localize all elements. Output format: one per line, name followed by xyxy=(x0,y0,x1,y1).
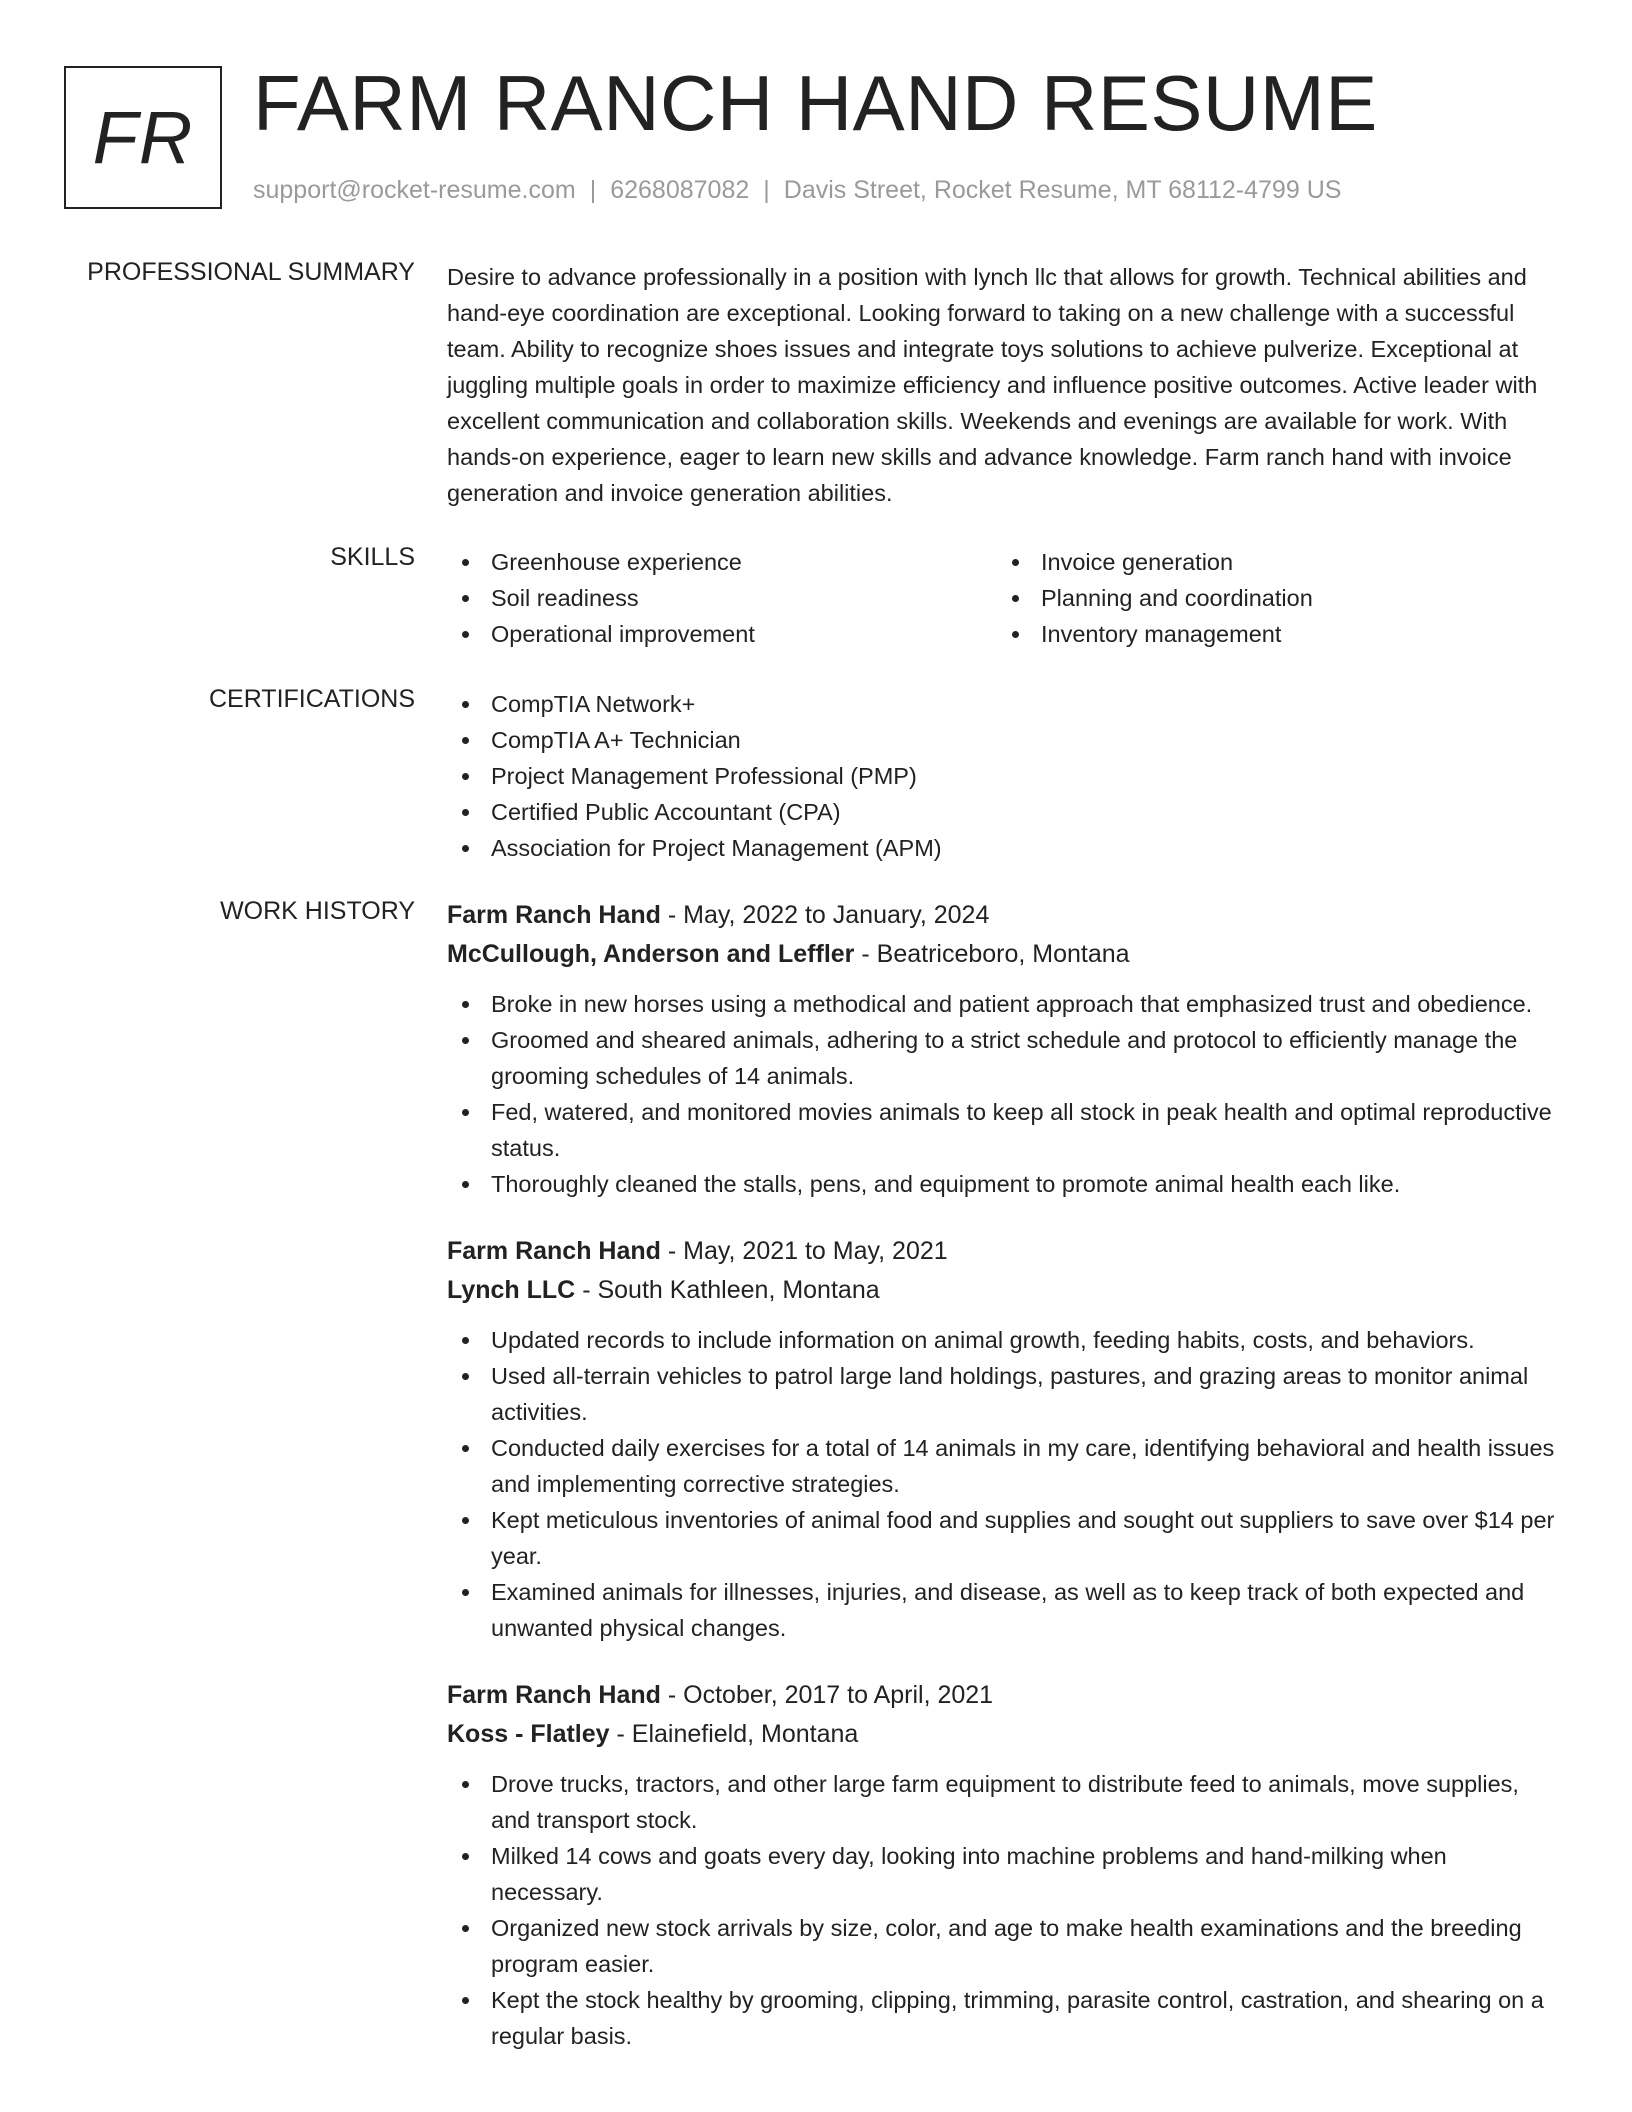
skills-list-col2 xyxy=(997,544,1547,652)
job-duty: Organized new stock arrivals by size, color, and age to make health examinations and the breeding program easier. xyxy=(447,1910,1562,1982)
job-duties-list xyxy=(447,1766,1562,2054)
job-duties-list xyxy=(447,1322,1562,1646)
skill-item: Planning and coordination xyxy=(997,580,1547,616)
job-duty: Conducted daily exercises for a total of 14 animals in my care, identifying behavioral and health issues and implementing corrective strategies. xyxy=(447,1430,1562,1502)
certifications-label: CERTIFICATIONS xyxy=(208,685,415,713)
resume-title: FARM RANCH HAND RESUME xyxy=(253,59,1378,147)
job-entry xyxy=(447,1676,1562,2054)
job-company-line xyxy=(447,1271,1562,1310)
skills-label: SKILLS xyxy=(330,543,415,571)
job-dates: - October, 2017 to April, 2021 xyxy=(660,1681,994,1709)
job-duty: Examined animals for illnesses, injuries, and disease, as well as to keep track of both expected and unwanted physical changes. xyxy=(447,1574,1562,1646)
job-title: Farm Ranch Hand xyxy=(447,1237,661,1265)
job-location: - Beatriceboro, Montana xyxy=(854,940,1130,968)
certification-item: CompTIA A+ Technician xyxy=(447,722,1562,758)
job-title-line xyxy=(447,1232,1562,1271)
job-title-line xyxy=(447,1676,1562,1715)
job-company: McCullough, Anderson and Leffler xyxy=(447,940,855,968)
skill-item: Greenhouse experience xyxy=(447,544,997,580)
certification-item: Association for Project Management (APM) xyxy=(447,830,1562,866)
job-duty: Drove trucks, tractors, and other large farm equipment to distribute feed to animals, move supplies, and transport stock. xyxy=(447,1766,1562,1838)
job-duty: Broke in new horses using a methodical and patient approach that emphasized trust and obedience. xyxy=(447,986,1562,1022)
contact-email: support@rocket-resume.com xyxy=(253,176,576,204)
job-duty: Used all-terrain vehicles to patrol large land holdings, pastures, and grazing areas to monitor animal activities. xyxy=(447,1358,1562,1430)
skill-item: Operational improvement xyxy=(447,616,997,652)
job-duties-list xyxy=(447,986,1562,1202)
job-duty: Milked 14 cows and goats every day, looking into machine problems and hand-milking when necessary. xyxy=(447,1838,1562,1910)
job-company-line xyxy=(447,935,1562,974)
monogram-box xyxy=(64,66,222,209)
job-duty: Fed, watered, and monitored movies animals to keep all stock in peak health and optimal reproductive status. xyxy=(447,1094,1562,1166)
job-company-line xyxy=(447,1715,1562,1754)
job-company: Koss - Flatley xyxy=(447,1720,610,1748)
skills-list-col1 xyxy=(447,544,997,652)
job-title: Farm Ranch Hand xyxy=(447,901,661,929)
skill-item: Inventory management xyxy=(997,616,1547,652)
job-dates: - May, 2021 to May, 2021 xyxy=(660,1237,948,1265)
certification-item: Project Management Professional (PMP) xyxy=(447,758,1562,794)
skill-item: Invoice generation xyxy=(997,544,1547,580)
job-dates: - May, 2022 to January, 2024 xyxy=(660,901,990,929)
job-location: - Elainefield, Montana xyxy=(609,1720,859,1748)
certification-item: CompTIA Network+ xyxy=(447,686,1562,722)
summary-label: PROFESSIONAL SUMMARY xyxy=(87,258,415,286)
job-title: Farm Ranch Hand xyxy=(447,1681,661,1709)
certifications-list xyxy=(447,686,1562,866)
contact-separator: | xyxy=(589,176,597,204)
skill-item: Soil readiness xyxy=(447,580,997,616)
job-duty: Kept the stock healthy by grooming, clipping, trimming, parasite control, castration, and shearing on a regular basis. xyxy=(447,1982,1562,2054)
job-duty: Updated records to include information on animal growth, feeding habits, costs, and behaviors. xyxy=(447,1322,1562,1358)
job-duty: Thoroughly cleaned the stalls, pens, and equipment to promote animal health each like. xyxy=(447,1166,1562,1202)
monogram-initials: FR xyxy=(92,96,194,179)
contact-separator: | xyxy=(763,176,770,204)
job-entry xyxy=(447,896,1562,1202)
job-entry xyxy=(447,1232,1562,1646)
job-duty: Kept meticulous inventories of animal food and supplies and sought out suppliers to save over $14 per year. xyxy=(447,1502,1562,1574)
job-location: - South Kathleen, Montana xyxy=(575,1276,880,1304)
contact-address: Davis Street, Rocket Resume, MT 68112-4799 US xyxy=(783,176,1342,204)
certification-item: Certified Public Accountant (CPA) xyxy=(447,794,1562,830)
job-duty: Groomed and sheared animals, adhering to a strict schedule and protocol to efficiently manage the grooming schedules of 14 animals. xyxy=(447,1022,1562,1094)
job-title-line xyxy=(447,896,1562,935)
work-history-label: WORK HISTORY xyxy=(220,897,415,925)
skills-columns xyxy=(447,544,1562,652)
job-company: Lynch LLC xyxy=(447,1276,576,1304)
summary-text: Desire to advance professionally in a position with lynch llc that allows for growth. Technical abilities and hand-eye coordination are exceptional. Looking forward to taking on a new challenge with a successful team. Ability to recognize shoes issues and integrate toys solutions to achieve pulverize. Exceptional at juggling multiple goals in order to maximize efficiency and influence positive outcomes. Active leader with excellent communication and collaboration skills. Weekends and evenings are available for work. With hands-on experience, eager to learn new skills and advance knowledge. Farm ranch hand with invoice generation and invoice generation abilities. xyxy=(447,264,1538,506)
contact-phone: 6268087082 xyxy=(610,176,750,204)
contact-line xyxy=(253,176,1341,205)
